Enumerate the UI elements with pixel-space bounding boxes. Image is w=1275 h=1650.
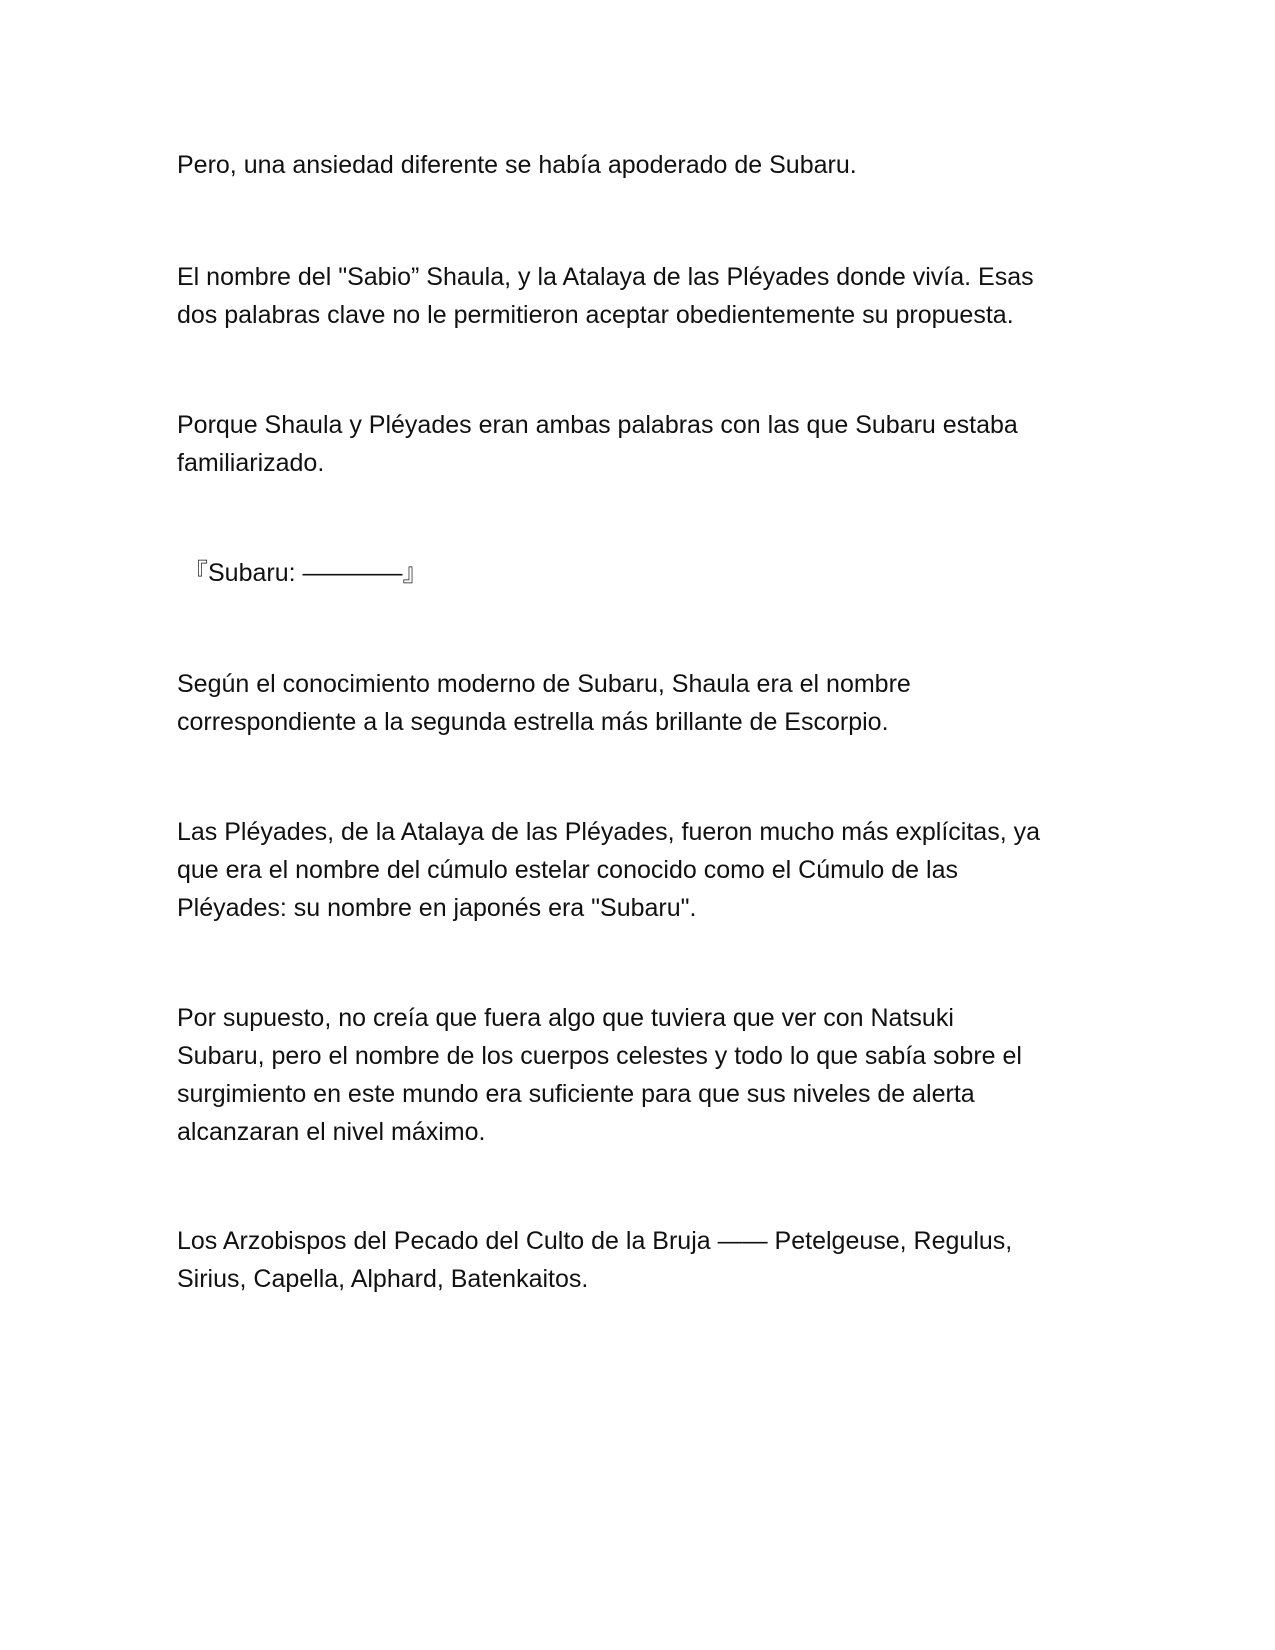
paragraph-line: Pero, una ansiedad diferente se había apoderado de Subaru. (177, 151, 857, 179)
paragraph-line: Las Pléyades, de la Atalaya de las Pléyades, fueron mucho más explícitas, ya (177, 818, 1040, 846)
paragraph-2 (177, 258, 1097, 334)
paragraph-line: Subaru, pero el nombre de los cuerpos celestes y todo lo que sabía sobre el (177, 1042, 1022, 1070)
paragraph-line: correspondiente a la segunda estrella más brillante de Escorpio. (177, 708, 889, 736)
paragraph-3 (177, 406, 1097, 482)
paragraph-line: Los Arzobispos del Pecado del Culto de la Bruja —— Petelgeuse, Regulus, (177, 1227, 1013, 1255)
paragraph-1 (177, 146, 1097, 184)
paragraph-line: alcanzaran el nivel máximo. (177, 1118, 486, 1146)
paragraph-line: surgimiento en este mundo era suficiente para que sus niveles de alerta (177, 1080, 975, 1108)
paragraph-6 (177, 813, 1097, 927)
paragraph-line: Sirius, Capella, Alphard, Batenkaitos. (177, 1265, 589, 1293)
dialogue-line (183, 554, 1103, 592)
paragraph-line: dos palabras clave no le permitieron aceptar obedientemente su propuesta. (177, 301, 1014, 329)
paragraph-line: El nombre del "Sabio” Shaula, y la Atalaya de las Pléyades donde vivía. Esas (177, 263, 1034, 291)
paragraph-8 (177, 1222, 1097, 1298)
paragraph-line: Porque Shaula y Pléyades eran ambas palabras con las que Subaru estaba (177, 411, 1018, 439)
paragraph-7 (177, 999, 1097, 1151)
paragraph-line: Por supuesto, no creía que fuera algo que tuviera que ver con Natsuki (177, 1004, 954, 1032)
paragraph-line: Pléyades: su nombre en japonés era "Subaru". (177, 894, 697, 922)
paragraph-line: 『Subaru: ————』 (183, 559, 428, 587)
paragraph-line: que era el nombre del cúmulo estelar conocido como el Cúmulo de las (177, 856, 958, 884)
paragraph-5 (177, 665, 1097, 741)
paragraph-line: familiarizado. (177, 449, 325, 477)
paragraph-line: Según el conocimiento moderno de Subaru, Shaula era el nombre (177, 670, 911, 698)
